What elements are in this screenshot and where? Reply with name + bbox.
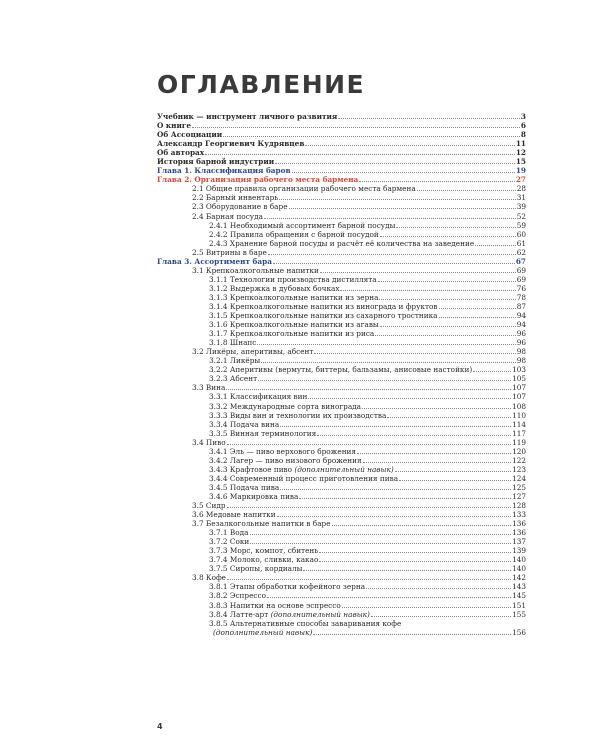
toc-entry[interactable] — [157, 456, 526, 465]
toc-entry-text: 3.3.3 Виды вин и технологии их производства — [209, 410, 387, 420]
toc-entry[interactable] — [157, 148, 526, 157]
toc-entry-page: 98 — [516, 356, 526, 366]
toc-entry-text: 3.4.5 Подача пива — [209, 482, 280, 492]
toc-entry-text: 2.3 Оборудование в баре — [192, 202, 288, 212]
toc-entry-page: 140 — [512, 555, 526, 565]
toc-entry-label — [192, 266, 319, 275]
toc-entry-label — [209, 601, 341, 610]
toc-entry[interactable] — [157, 239, 526, 248]
toc-entry-page: 27 — [515, 175, 526, 185]
toc-entry-label — [209, 528, 249, 537]
dot-leader — [475, 239, 516, 246]
dot-leader — [227, 573, 511, 580]
toc-entry-label — [192, 573, 226, 582]
dot-leader — [342, 601, 511, 608]
toc-entry-label — [209, 329, 374, 338]
toc-entry-page: 133 — [512, 510, 526, 520]
toc-entry-label — [209, 239, 474, 248]
dot-leader — [439, 302, 516, 309]
toc-entry-page: 137 — [512, 537, 526, 547]
toc-entry[interactable] — [157, 347, 526, 356]
toc-entry[interactable] — [157, 420, 526, 429]
toc-entry[interactable] — [157, 329, 526, 338]
dot-leader — [319, 546, 511, 553]
toc-entry-page: 140 — [512, 564, 526, 574]
toc-entry[interactable] — [157, 501, 526, 510]
dot-leader — [320, 266, 516, 273]
toc-entry-text: 3.1.7 Крепкоалкогольные напитки из риса — [209, 329, 375, 339]
toc-entry-page: 94 — [516, 311, 526, 321]
toc-entry-note: (дополнительный навык) — [270, 609, 370, 619]
toc-entry-page: 110 — [512, 410, 526, 420]
toc-entry[interactable] — [157, 537, 526, 546]
toc-entry-text: 3.4.6 Маркировка пива — [209, 491, 299, 501]
dot-leader — [387, 411, 511, 418]
toc-entry-page: 120 — [512, 446, 526, 456]
toc-entry-page: 96 — [516, 338, 526, 348]
toc-entry-page: 107 — [512, 383, 526, 393]
toc-entry-label — [209, 365, 472, 374]
toc-entry[interactable] — [157, 546, 526, 555]
dot-leader — [226, 383, 511, 390]
toc-entry-label — [157, 148, 204, 157]
toc-entry-text: 2.4 Барная посуда — [192, 211, 263, 221]
toc-entry-page: 128 — [512, 501, 526, 511]
toc-entry-text: 3.3.4 Подача вина — [209, 419, 280, 429]
toc-entry-text: 3.2.2 Аперитивы (вермуты, биттеры, бальзамы, анисовые настойки) — [209, 365, 473, 375]
toc-entry-text: 3.7.5 Сиропы, кордиалы — [209, 564, 303, 574]
dot-leader — [250, 528, 512, 535]
toc-entry-page: 52 — [516, 211, 526, 221]
toc-entry[interactable] — [157, 555, 526, 564]
toc-entry-note: (дополнительный навык) — [213, 627, 313, 637]
toc-entry-page: 98 — [516, 347, 526, 357]
toc-entry-label — [209, 311, 438, 320]
toc-entry[interactable] — [157, 483, 526, 492]
toc-entry[interactable] — [157, 564, 526, 573]
toc-entry-label — [209, 293, 378, 302]
toc-entry-label — [209, 302, 438, 311]
toc-entry-label — [192, 519, 331, 528]
dot-leader — [362, 402, 511, 409]
toc-entry-page: 136 — [512, 519, 526, 529]
toc-entry-label — [157, 257, 272, 266]
page-number: 4 — [157, 722, 163, 731]
toc-entry-text: 3.1.4 Крепкоалкогольные напитки из винограда и фруктов — [209, 301, 438, 311]
toc-entry-page: 6 — [520, 121, 526, 131]
toc-entry-page: 124 — [512, 473, 526, 483]
toc-entry-label — [157, 130, 222, 139]
toc-entry[interactable] — [157, 184, 526, 193]
toc-entry-page: 87 — [516, 301, 526, 311]
dot-leader — [289, 202, 516, 209]
dot-leader — [366, 582, 511, 589]
toc-entry[interactable] — [157, 257, 526, 266]
toc-entry-page: 39 — [516, 202, 526, 212]
toc-entry-text: 3.7.2 Соки — [209, 537, 250, 547]
toc-entry-label — [209, 537, 249, 546]
toc-entry[interactable] — [157, 157, 526, 166]
toc-entry-text: Глава 1. Классификация баров — [157, 166, 291, 176]
toc-entry[interactable] — [157, 465, 526, 474]
toc-entry[interactable] — [157, 519, 526, 528]
toc-entry-text: 3.6 Медовые напитки — [192, 510, 276, 520]
dot-leader — [275, 157, 515, 164]
toc-entry-label — [209, 338, 256, 347]
toc-entry-label — [209, 275, 377, 284]
toc-entry-page: 142 — [512, 573, 526, 583]
dot-leader — [396, 221, 515, 228]
toc-entry-label — [157, 175, 358, 184]
toc-entry-label — [157, 121, 191, 130]
toc-entry-label — [209, 456, 362, 465]
dot-leader — [257, 338, 515, 345]
toc-entry[interactable] — [157, 429, 526, 438]
toc-entry-text: История барной индустрии — [157, 157, 275, 167]
toc-entry-page: 61 — [516, 238, 526, 248]
toc-entry-text: 3.4.2 Лагер — пиво низового брожения — [209, 455, 362, 465]
toc-entry-text: Александр Георгиевич Кудрявцев — [157, 139, 305, 149]
dot-leader — [223, 130, 520, 137]
toc-entry-page: 11 — [515, 139, 526, 149]
toc-entry[interactable] — [157, 610, 526, 619]
toc-entry-page: 12 — [515, 148, 526, 158]
toc-entry-label — [209, 392, 307, 401]
toc-entry-page: 15 — [515, 157, 526, 167]
toc-entry-label — [192, 184, 416, 193]
toc-entry-label — [209, 564, 302, 573]
toc-entry-label — [209, 474, 398, 483]
dot-leader — [332, 519, 512, 526]
toc-entry-text: 3.2.1 Ликёры — [209, 356, 261, 366]
toc-entry-text: 3.1.2 Выдержка в дубовых бочках — [209, 283, 340, 293]
dot-leader — [303, 564, 511, 571]
toc-entry-text: 3.2 Ликёры, аперитивы, абсент — [192, 347, 314, 357]
toc-entry-label — [192, 193, 278, 202]
toc-entry[interactable] — [157, 582, 526, 591]
toc-entry-page: 122 — [512, 455, 526, 465]
toc-entry-page: 69 — [516, 274, 526, 284]
toc-entry-text: 3.4.4 Современный процесс приготовления пива — [209, 473, 399, 483]
toc-entry-label — [209, 356, 260, 365]
toc-entry[interactable] — [157, 356, 526, 365]
toc-entry-label — [157, 139, 304, 148]
toc-entry-page: 94 — [516, 320, 526, 330]
dot-leader — [313, 628, 511, 635]
toc-entry-text: 3.4 Пиво — [192, 437, 226, 447]
toc-entry-text: 3.8 Кофе — [192, 573, 226, 583]
toc-entry[interactable] — [157, 365, 526, 374]
toc-entry-text: 3.8.3 Напитки на основе эспрессо — [209, 600, 341, 610]
toc-entry-label — [209, 582, 365, 591]
toc-entry[interactable] — [157, 411, 526, 420]
toc-entry-label — [192, 501, 226, 510]
toc-entry-page: 107 — [512, 392, 526, 402]
dot-leader — [250, 537, 511, 544]
toc-entry[interactable] — [157, 402, 526, 411]
toc-entry-text: Глава 2. Организация рабочего места бармена — [157, 175, 359, 185]
dot-leader — [299, 492, 511, 499]
toc-entry-text: 3.8.2 Эспрессо — [209, 591, 266, 601]
toc-entry[interactable] — [157, 202, 526, 211]
toc-entry-page: 60 — [516, 229, 526, 239]
toc-entry[interactable] — [157, 221, 526, 230]
toc-entry-page: 8 — [520, 130, 526, 140]
dot-leader — [227, 438, 511, 445]
dot-leader — [258, 374, 511, 381]
toc-entry-text: 3.7.3 Морс, компот, сбитень — [209, 546, 319, 556]
toc-entry-label — [209, 320, 379, 329]
toc-entry-text: 3.7.4 Молоко, сливки, какао — [209, 555, 319, 565]
dot-leader — [379, 293, 515, 300]
toc-entry-text: 3.7 Безалкогольные напитки в баре — [192, 519, 331, 529]
dot-leader — [264, 212, 516, 219]
toc-entry-page: 136 — [512, 528, 526, 538]
toc-entry[interactable] — [157, 293, 526, 302]
dot-leader — [375, 329, 515, 336]
toc-entry-page: 125 — [512, 482, 526, 492]
toc-entry-page: 59 — [516, 220, 526, 230]
toc-entry-text: 2.5 Витрины в баре — [192, 247, 267, 257]
dot-leader — [292, 166, 515, 173]
toc-entry-page: 145 — [512, 591, 526, 601]
dot-leader — [317, 429, 511, 436]
toc-entry[interactable] — [157, 447, 526, 456]
toc-entry[interactable] — [157, 248, 526, 257]
toc-entry-text: 3.1 Крепкоалкогольные напитки — [192, 265, 319, 275]
dot-leader — [261, 356, 516, 363]
dot-leader — [280, 420, 511, 427]
toc-entry-label — [209, 284, 339, 293]
toc-entry-label — [157, 112, 337, 121]
toc-entry[interactable] — [157, 601, 526, 610]
toc-entry-label — [209, 429, 316, 438]
toc-entry-text: 2.1 Общие правила организации рабочего места бармена — [192, 184, 416, 194]
toc-entry-text: 2.4.1 Необходимый ассортимент барной посуды — [209, 220, 396, 230]
toc-entry-page: 156 — [512, 627, 526, 637]
toc-entry-page: 28 — [516, 184, 526, 194]
toc-entry-text: Об авторах — [157, 148, 205, 158]
toc-entry[interactable] — [157, 374, 526, 383]
toc-entry-text: 3.2.3 Абсент — [209, 374, 258, 384]
toc-entry-label — [209, 447, 356, 456]
toc-entry-text: 3.4.3 Крафтовое пиво — [209, 464, 293, 474]
dot-leader — [371, 610, 511, 617]
toc-entry-label — [209, 411, 386, 420]
toc-entry[interactable] — [157, 392, 526, 401]
toc-entry-page: 127 — [512, 491, 526, 501]
toc-entry-label — [209, 591, 266, 600]
toc-entry-label — [192, 383, 225, 392]
toc-entry-text: 2.4.2 Правила обращения с барной посудой — [209, 229, 379, 239]
toc-entry[interactable] — [157, 284, 526, 293]
toc-entry-page: 114 — [512, 419, 526, 429]
dot-leader — [439, 311, 516, 318]
dot-leader — [380, 230, 516, 237]
toc-entry-page: 31 — [516, 193, 526, 203]
toc-entry-label — [209, 230, 379, 239]
toc-entry-label — [192, 248, 267, 257]
toc-entry-text: 3.1.6 Крепкоалкогольные напитки из агавы — [209, 320, 379, 330]
toc-entry[interactable] — [157, 573, 526, 582]
toc-entry-note: (дополнительный навык) — [294, 464, 394, 474]
dot-leader — [192, 121, 520, 128]
toc-entry[interactable] — [157, 275, 526, 284]
toc-entry-text: 3.8.4 Латте-арт — [209, 609, 269, 619]
toc-entry-page: 69 — [516, 265, 526, 275]
toc-entry[interactable] — [157, 383, 526, 392]
toc-entry[interactable] — [157, 510, 526, 519]
dot-leader — [395, 465, 511, 472]
dot-leader — [314, 347, 515, 354]
page-title: ОГЛАВЛЕНИЕ — [157, 70, 366, 99]
dot-leader — [308, 392, 511, 399]
toc-entry-label — [209, 546, 318, 555]
toc-entry-label — [209, 610, 370, 619]
toc-entry-text: 3.3.1 Классификация вин — [209, 392, 308, 402]
toc-entry-label — [192, 202, 288, 211]
toc-entry-text: 3.4.1 Эль — пиво верхового брожения — [209, 446, 357, 456]
toc-entry[interactable] — [157, 311, 526, 320]
dot-leader — [359, 175, 515, 182]
toc-entry-text: 2.4.3 Хранение барной посуды и расчёт её количества на заведение — [209, 238, 475, 248]
dot-leader — [280, 483, 511, 490]
toc-entry-text: 3.1.1 Технологии производства дистиллята — [209, 274, 377, 284]
toc-entry[interactable] — [157, 591, 526, 600]
dot-leader — [399, 474, 511, 481]
toc-entry[interactable] — [157, 474, 526, 483]
dot-leader — [357, 447, 511, 454]
toc-entry-label — [192, 438, 226, 447]
toc-entry-page: 123 — [512, 464, 526, 474]
dot-leader — [227, 501, 512, 508]
toc-entry[interactable] — [157, 139, 526, 148]
toc-entry[interactable] — [157, 492, 526, 501]
toc-entry[interactable] — [157, 166, 526, 175]
toc-entry-page: 76 — [516, 283, 526, 293]
toc-entry-label — [209, 555, 318, 564]
toc-entry-text: О книге — [157, 121, 192, 131]
dot-leader — [305, 139, 514, 146]
toc-entry-page: 67 — [515, 256, 526, 266]
toc-entry[interactable] — [157, 302, 526, 311]
toc-entry[interactable] — [157, 438, 526, 447]
toc-entry-text: Глава 3. Ассортимент бара — [157, 256, 272, 266]
toc-entry-label — [209, 402, 361, 411]
toc-entry-page: 108 — [512, 401, 526, 411]
toc-entry-text: 2.2 Барный инвентарь — [192, 193, 279, 203]
dot-leader — [267, 591, 511, 598]
toc-entry-page: 78 — [516, 292, 526, 302]
toc-entry-label — [209, 465, 394, 474]
toc-entry-page: 155 — [512, 609, 526, 619]
toc-entry-page: 62 — [516, 247, 526, 257]
toc-entry-label — [209, 483, 279, 492]
toc-entry-label: 3.8.5 Альтернативные способы заваривания кофе — [209, 618, 402, 628]
dot-leader — [340, 284, 515, 291]
toc-entry-page: 105 — [512, 374, 526, 384]
toc-entry[interactable] — [157, 112, 526, 121]
toc-entry-text: 3.3.2 Международные сорта винограда — [209, 401, 362, 411]
toc-entry-text: Об Ассоциации — [157, 130, 223, 140]
toc-entry[interactable] — [157, 266, 526, 275]
toc-entry[interactable] — [157, 230, 526, 239]
dot-leader — [205, 148, 515, 155]
toc-entry-text: 3.3.5 Винная терминология — [209, 428, 317, 438]
toc-entry-page: 103 — [512, 365, 526, 375]
toc-entry-page: 119 — [512, 437, 526, 447]
toc-entry-label — [209, 492, 298, 501]
toc-entry-page: 3 — [520, 112, 526, 121]
toc-entry-text: 3.1.8 Шнапс — [209, 338, 257, 348]
toc-entry[interactable] — [157, 130, 526, 139]
toc-entry[interactable] — [157, 320, 526, 329]
toc-entry[interactable] — [157, 175, 526, 184]
table-of-contents — [157, 112, 526, 637]
dot-leader — [380, 320, 516, 327]
toc-entry-text: Учебник — инструмент личного развития — [157, 112, 338, 121]
toc-entry-text: 3.5 Сидр — [192, 501, 226, 511]
toc-entry-text: 3.7.1 Вода — [209, 528, 249, 538]
dot-leader — [279, 193, 515, 200]
dot-leader — [319, 555, 511, 562]
toc-entry[interactable] — [157, 193, 526, 202]
toc-entry-page: 139 — [512, 546, 526, 556]
toc-entry-page: 19 — [515, 166, 526, 176]
toc-entry-text: 3.8.1 Этапы обработки кофейного зерна — [209, 582, 366, 592]
toc-entry[interactable] — [157, 338, 526, 347]
toc-entry-text: 3.1.3 Крепкоалкогольные напитки из зерна — [209, 292, 379, 302]
dot-leader — [338, 112, 520, 119]
toc-entry[interactable] — [157, 528, 526, 537]
toc-entry[interactable] — [157, 619, 526, 637]
toc-entry-label — [157, 157, 274, 166]
toc-entry-label — [192, 510, 276, 519]
toc-entry-label — [209, 420, 279, 429]
dot-leader — [273, 257, 515, 264]
dot-leader — [363, 456, 511, 463]
dot-leader — [417, 184, 516, 191]
toc-entry-page: 143 — [512, 582, 526, 592]
toc-entry-label — [209, 374, 257, 383]
dot-leader — [268, 248, 516, 255]
toc-entry[interactable] — [157, 121, 526, 130]
toc-entry-text: 3.1.5 Крепкоалкогольные напитки из сахарного тростника — [209, 311, 438, 321]
toc-entry-page: 96 — [516, 329, 526, 339]
dot-leader — [378, 275, 516, 282]
dot-leader — [473, 365, 511, 372]
toc-entry-text: 3.3 Вина — [192, 383, 226, 393]
toc-entry-page: 151 — [512, 600, 526, 610]
toc-entry-label — [157, 166, 291, 175]
toc-entry-label — [209, 221, 395, 230]
toc-entry-label — [192, 347, 313, 356]
dot-leader — [277, 510, 512, 517]
toc-entry-page: 117 — [512, 428, 526, 438]
toc-entry-label — [192, 212, 263, 221]
toc-entry[interactable] — [157, 212, 526, 221]
